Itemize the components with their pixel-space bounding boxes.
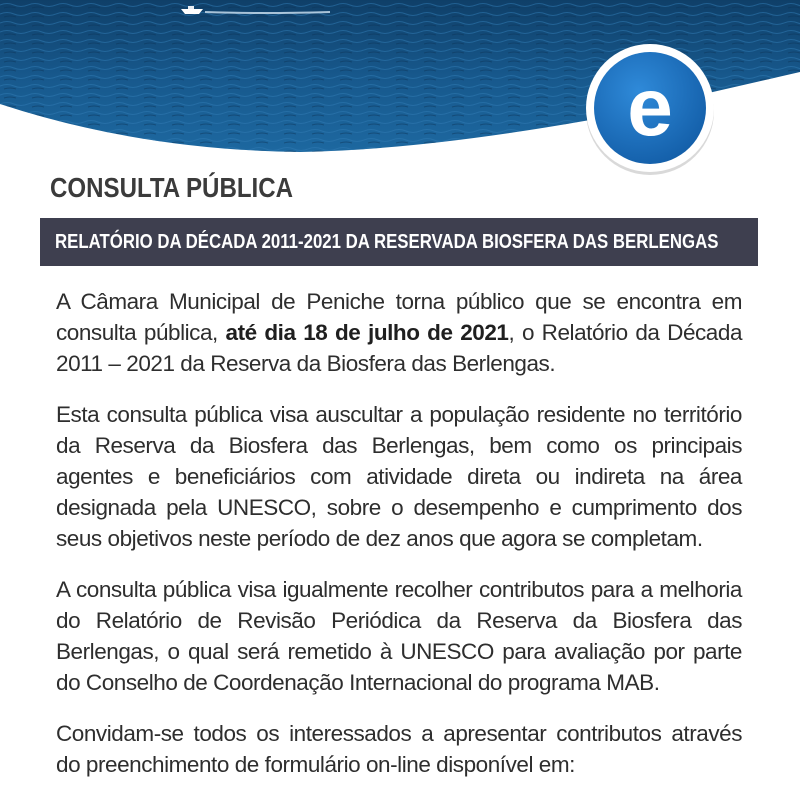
- subtitle-text: RELATÓRIO DA DÉCADA 2011-2021 DA RESERVADA BIOSFERA DAS BERLENGAS: [55, 230, 719, 253]
- paragraph-3: A consulta pública visa igualmente recolher contributos para a melhoria do Relatório de Revisão Periódica da Reserva da Biosfera das Berlengas, o qual será remetido à UNESCO para avaliação por parte do Conselho de Coordenação Internacional do programa MAB.: [56, 577, 742, 695]
- notice-body: [56, 286, 742, 800]
- paragraph-1-text-a: A Câmara Municipal de Peniche torna público que se encontra em consulta pública,: [56, 289, 742, 345]
- paragraph-1-text-b: , o Relatório da Década 2011 – 2021 da Reserva da Biosfera das Berlengas.: [56, 320, 743, 376]
- paragraph-1: [56, 286, 742, 379]
- subtitle-banner: [40, 218, 758, 266]
- boat-wake: [205, 12, 330, 13]
- paragraph-4: Convidam-se todos os interessados a apresentar contributos através do preenchimento de formulário on-line disponível em:: [56, 721, 742, 777]
- deadline-date: até dia 18 de julho de 2021: [225, 320, 509, 345]
- logo-letter: e: [627, 62, 673, 153]
- paragraph-2: Esta consulta pública visa auscultar a população residente no território da Reserva da Biosfera das Berlengas, bem como os principais agentes e beneficiários com atividade direta ou indireta na área designada pela UNESCO, sobre o desempenho e cumprimento dos seus objetivos neste período de dez anos que agora se completam.: [56, 402, 742, 551]
- page-title: CONSULTA PÚBLICA: [50, 172, 294, 203]
- e-logo-badge: [581, 40, 719, 178]
